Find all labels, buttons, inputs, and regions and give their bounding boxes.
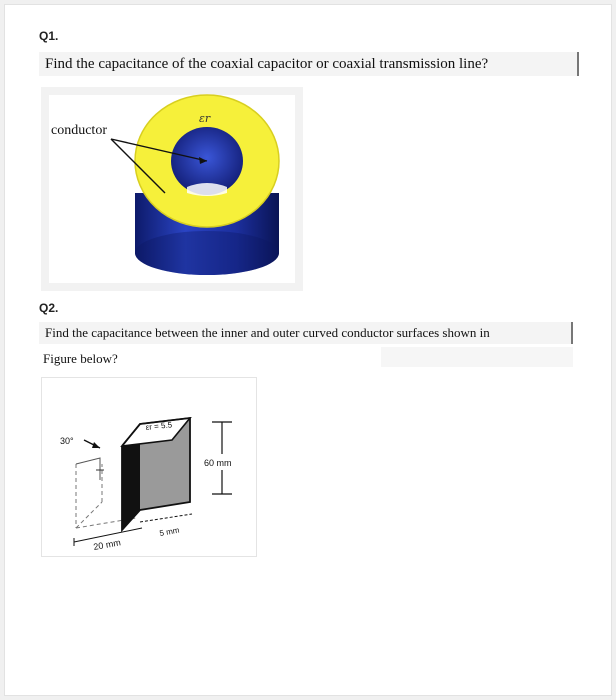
q1-label: Q1. <box>39 29 59 43</box>
thickness-dimension <box>140 514 192 522</box>
q2-label: Q2. <box>39 301 59 315</box>
q2-question-text-line2: Figure below? <box>43 351 118 366</box>
q2-text-highlight <box>381 347 573 367</box>
cylinder-bottom-shade <box>135 231 279 275</box>
conductor-label: conductor <box>51 123 107 138</box>
radius-label: 20 mm <box>92 537 122 552</box>
thickness-label: 5 mm <box>158 525 181 538</box>
q2-question-text-line1: Find the capacitance between the inner and outer curved conductor surfaces shown in <box>39 322 573 344</box>
q1-figure <box>41 87 303 291</box>
q1-question-text: Find the capacitance of the coaxial capacitor or coaxial transmission line? <box>39 52 579 76</box>
angle-arrowhead <box>92 442 100 448</box>
block-permittivity-label: εr = 5.5 <box>145 420 173 432</box>
angle-label: 30° <box>60 436 74 446</box>
q2-figure <box>41 377 257 557</box>
bracket-line <box>76 458 100 480</box>
height-label: 60 mm <box>204 458 232 468</box>
document-page <box>4 4 612 696</box>
permittivity-symbol: εr <box>199 112 211 125</box>
